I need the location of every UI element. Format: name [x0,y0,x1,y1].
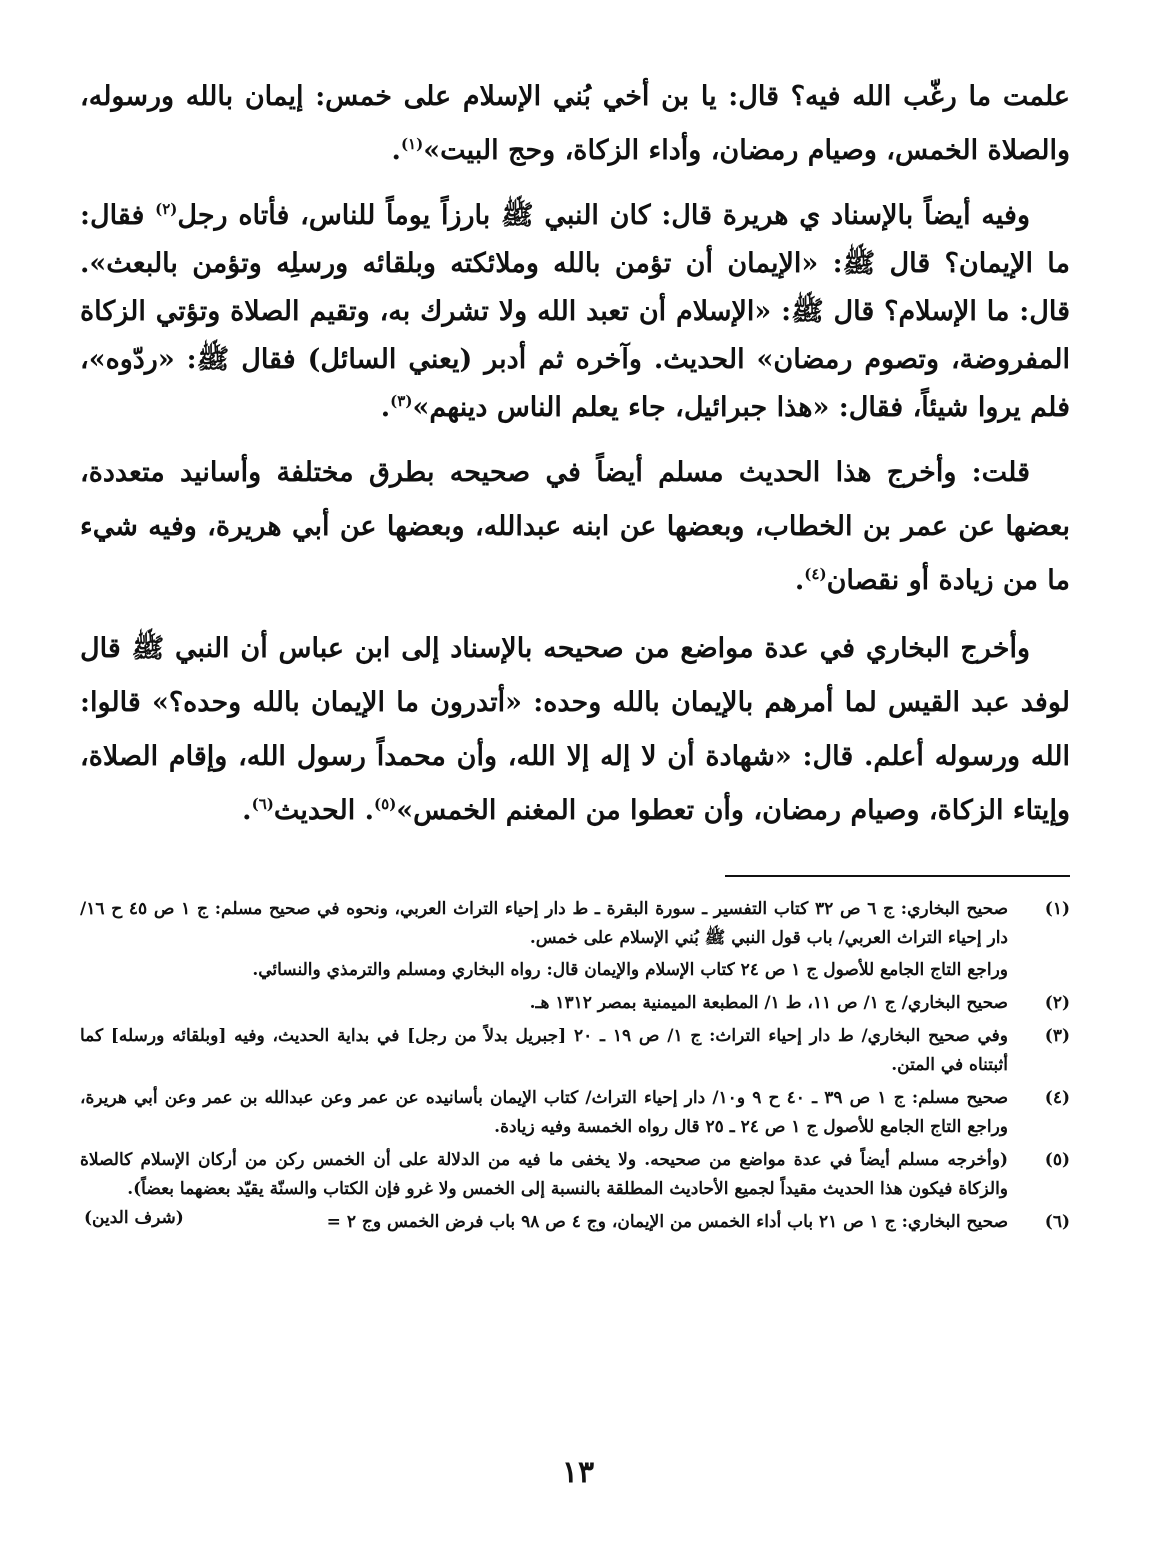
footnote-ref-5[interactable]: (٥) [374,795,397,813]
footnote-4 [80,1084,1070,1142]
footnote-ref-1[interactable]: (١) [400,135,424,153]
footnote-signature: (شرف الدين) [84,1208,184,1228]
footnote-ref-3[interactable]: (٣) [390,392,413,410]
paragraph-3-text: قلت: وأخرج هذا الحديث مسلم أيضاً في صحيحه بطرق مختلفة وأسانيد متعددة، بعضها عن عمر بن الخطاب، وبعضها عن ابنه عبدالله، وبعضها عن أبي هريرة، وفيه شيء ما من زيادة أو نقصان [80,457,1070,596]
paragraph-2-end: . [380,392,391,423]
footnote-text: وفي صحيح البخاري/ ط دار إحياء التراث: ج ١/ ص ١٩ ـ ٢٠ [جبريل بدلاً من رجل] في بداية الحديث، وفيه [وبلقائه ورسله] كما أثبتناه في المتن. [80,1026,1008,1075]
footnote-3 [80,1022,1070,1080]
paragraph-4-part-1: وأخرج البخاري في عدة مواضع من صحيحه بالإسناد إلى ابن عباس أن النبي ﷺ قال لوفد عبد القيس لما أمرهم بالإيمان بالله وحده: «أتدرون ما الإيمان بالله وحده؟» قالوا: الله ورسوله أعلم. قال: «شهادة أن لا إله إلا الله، وأن محمداً رسول الله، وإقام الصلاة، وإيتاء الزكاة، وصيام رمضان، وأن تعطوا من المغنم الخمس» [80,633,1070,826]
footnote-number: (٢) [1044,993,1070,1013]
paragraph-3 [80,446,1070,608]
footnote-text: صحيح البخاري: ج ٦ ص ٣٢ كتاب التفسير ـ سورة البقرة ـ ط دار إحياء التراث العربي، ونحوه في صحيح مسلم: ج ١ ص ٤٥ ح ١٦/ دار إحياء التراث العربي/ باب قول النبي ﷺ بُني الإسلام على خمس. [80,899,1009,948]
footnote-text: صحيح مسلم: ج ١ ص ٣٩ ـ ٤٠ ح ٩ و١٠/ دار إحياء التراث/ كتاب الإيمان بأسانيده عن عمر وعن عبدالله بن عمر وعن أبي هريرة، وراجع التاج الجامع للأصول ج ١ ص ٢٤ ـ ٢٥ قال رواه الخمسة وفيه زيادة. [80,1088,1009,1137]
footnote-text: (وأخرجه مسلم أيضاً في عدة مواضع من صحيحه. ولا يخفى ما فيه من الدلالة على أن الخمس ركن من أركان الإسلام كالصلاة والزكاة فيكون هذا الحديث مقيداً لجميع الأحاديث المطلقة بالنسبة إلى الخمس ولا غرو فإن الكتاب والسنّة يقيّد بعضهما بعضاً). [80,1150,1008,1199]
paragraph-4-end: . [242,795,252,826]
paragraph-4 [80,622,1070,838]
footnote-2 [80,989,1070,1018]
paragraph-1 [80,70,1070,178]
footnote-number: (١) [1044,899,1070,919]
footnote-subtext: وراجع التاج الجامع للأصول ج ١ ص ٢٤ كتاب الإسلام والإيمان قال: رواه البخاري ومسلم والترمذي والنسائي. [252,960,1008,980]
page-number: ١٣ [561,1455,595,1490]
footnote-number: (٤) [1044,1088,1070,1108]
main-text [80,70,1070,852]
footnote-number: (٣) [1044,1026,1070,1046]
paragraph-2-part-1: وفيه أيضاً بالإسناد ي هريرة قال: كان النبي ﷺ بارزاً يوماً للناس، فأتاه رجل [177,200,1030,231]
footnote-text: صحيح البخاري: ج ١ ص ٢١ باب أداء الخمس من الإيمان، وج ٤ ص ٩٨ باب فرض الخمس وج ٢ = [326,1212,1008,1232]
footnote-number: (٥) [1044,1150,1070,1170]
footnote-ref-2[interactable]: (٢) [155,200,178,218]
footnote-ref-6[interactable]: (٦) [251,795,274,813]
paragraph-1-text: علمت ما رغّب الله فيه؟ قال: يا بن أخي بُني الإسلام على خمس: إيمان بالله ورسوله، والصلاة الخمس، وصيام رمضان، وأداء الزكاة، وحج البيت» [80,81,1070,166]
footnote-number: (٦) [1044,1212,1070,1232]
paragraph-1-end: . [391,135,401,166]
footnote-ref-4[interactable]: (٤) [804,565,827,583]
footnote-text: صحيح البخاري/ ج ١/ ص ١١، ط ١/ المطبعة الميمنية بمصر ١٣١٢ هـ. [529,993,1008,1013]
paragraph-4-part-2: . الحديث [273,795,375,826]
paragraph-2-part-2: فقال: ما الإيمان؟ قال ﷺ: «الإيمان أن تؤمن بالله وملائكته وبلقائه ورسلِه وتؤمن بالبعث». قال: ما الإسلام؟ قال ﷺ: «الإسلام أن تعبد الله ولا تشرك به، وتقيم الصلاة وتؤتي الزكاة المفروضة، وتصوم رمضان» الحديث. وآخره ثم أدبر (يعني السائل) فقال ﷺ: «ردّوه»، فلم يروا شيئاً، فقال: «هذا جبرائيل، جاء يعلم الناس دينهم» [80,200,1070,423]
footnote-1 [80,895,1070,985]
footnote-6 [80,1208,1070,1237]
paragraph-3-end: . [794,565,805,596]
footnotes [80,895,1070,1241]
footnote-divider [725,875,1070,877]
paragraph-2 [80,192,1070,432]
